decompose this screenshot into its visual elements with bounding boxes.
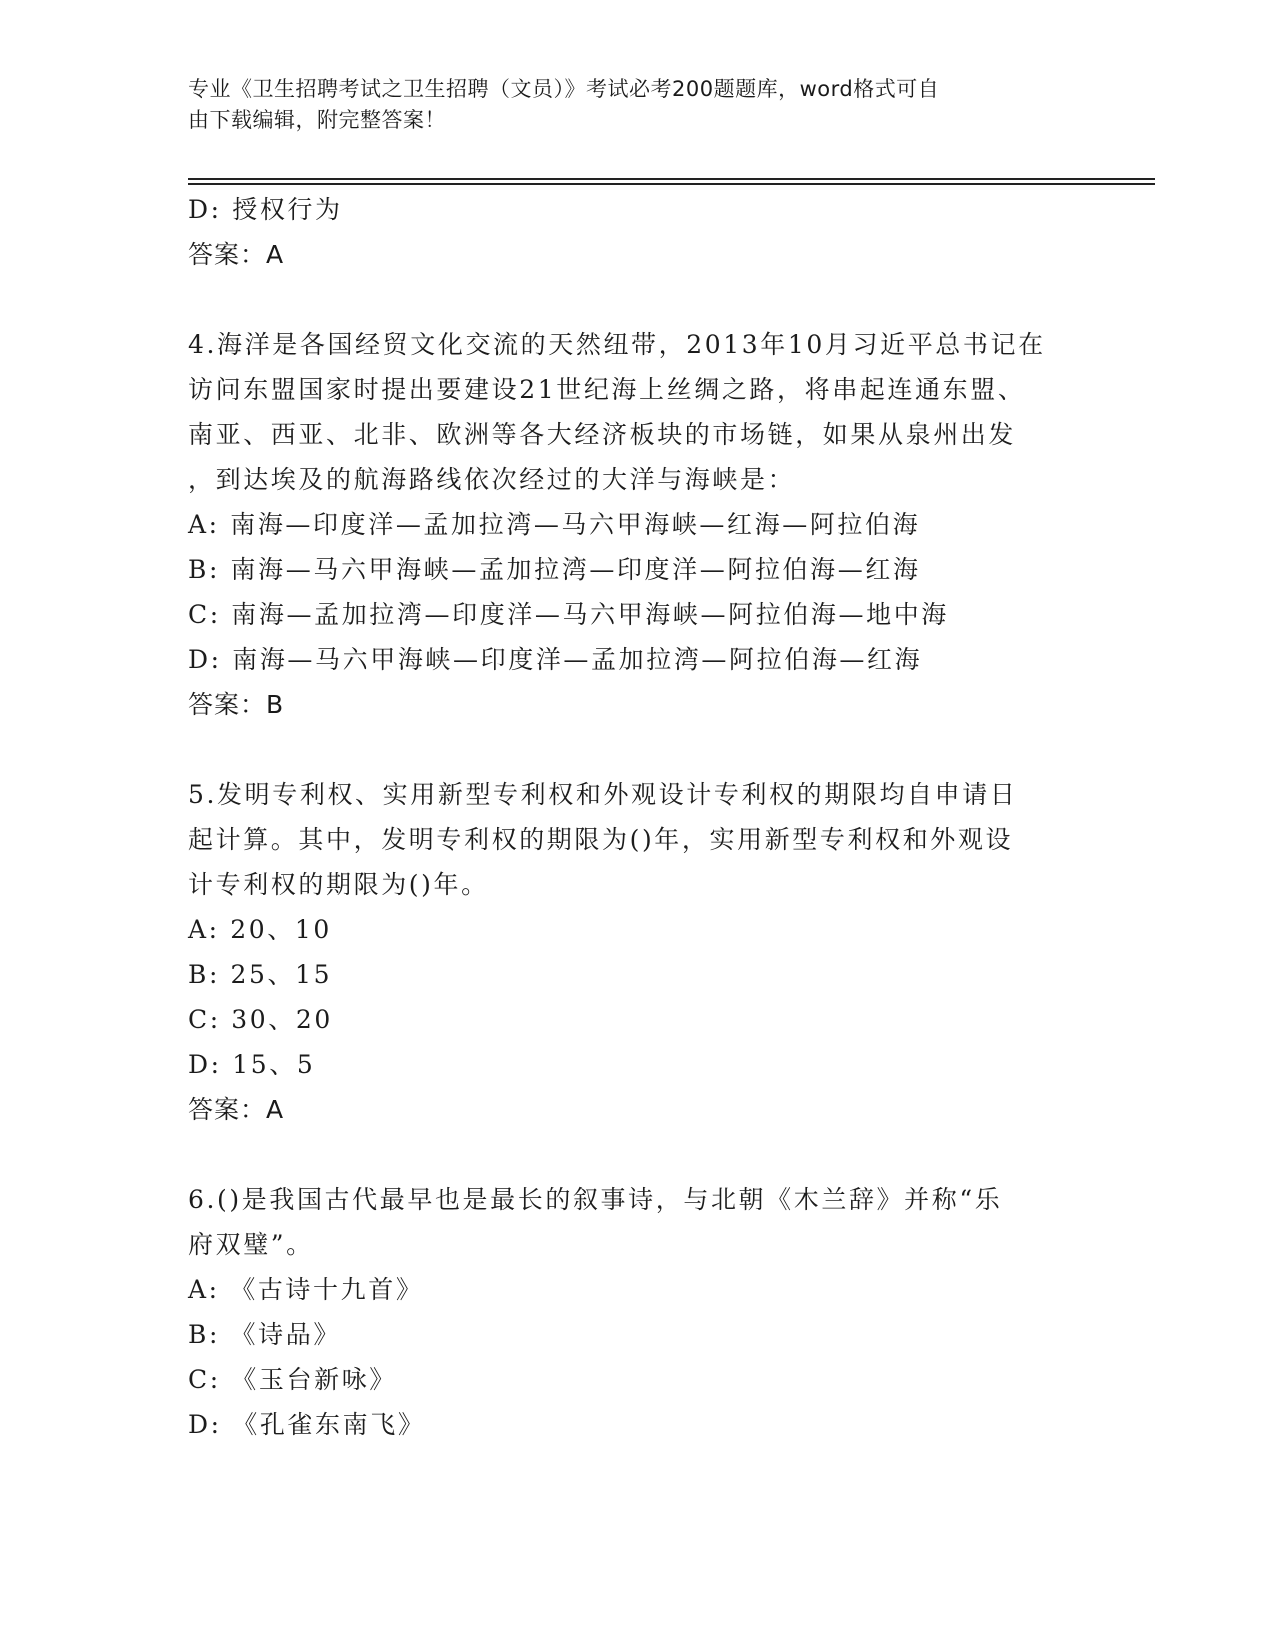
q4-stem-line-4: ，到达埃及的航海路线依次经过的大洋与海峡是： <box>188 465 796 494</box>
q4-option-c: C: 南海—孟加拉湾—印度洋—马六甲海峡—阿拉伯海—地中海 <box>188 600 949 629</box>
q4-option-b: B: 南海—马六甲海峡—孟加拉湾—印度洋—阿拉伯海—红海 <box>188 555 921 584</box>
q4-stem-line-3: 南亚、西亚、北非、欧洲等各大经济板块的市场链，如果从泉州出发 <box>188 420 1017 449</box>
header-rule-top <box>188 178 1155 180</box>
q5-option-b: B: 25、15 <box>188 960 333 989</box>
q5-stem-line-3: 计专利权的期限为()年。 <box>188 870 489 899</box>
q5-stem-line-2: 起计算。其中，发明专利权的期限为()年，实用新型专利权和外观设 <box>188 825 1014 854</box>
q4-stem-line-1: 4.海洋是各国经贸文化交流的天然纽带，2013年10月习近平总书记在 <box>188 330 1046 359</box>
q5-option-d: D: 15、5 <box>188 1050 316 1079</box>
q3-answer: 答案：A <box>188 240 285 269</box>
q6-option-c: C: 《玉台新咏》 <box>188 1365 397 1394</box>
q6-option-b: B: 《诗品》 <box>188 1320 341 1349</box>
q3-option-d: D: 授权行为 <box>188 195 343 224</box>
q6-option-d: D: 《孔雀东南飞》 <box>188 1410 426 1439</box>
q4-option-a: A: 南海—印度洋—孟加拉湾—马六甲海峡—红海—阿拉伯海 <box>188 510 921 539</box>
q6-option-a: A: 《古诗十九首》 <box>188 1275 424 1304</box>
q6-stem-line-1: 6.()是我国古代最早也是最长的叙事诗，与北朝《木兰辞》并称“乐 <box>188 1185 1003 1214</box>
header-rule-bottom <box>188 183 1155 185</box>
q4-option-d: D: 南海—马六甲海峡—印度洋—孟加拉湾—阿拉伯海—红海 <box>188 645 923 674</box>
q4-answer: 答案：B <box>188 690 285 719</box>
q5-option-a: A: 20、10 <box>188 915 332 944</box>
header-line-2: 由下载编辑，附完整答案！ <box>188 108 446 132</box>
q5-answer: 答案：A <box>188 1095 285 1124</box>
q6-stem-line-2: 府双璧”。 <box>188 1230 314 1259</box>
q5-stem-line-1: 5.发明专利权、实用新型专利权和外观设计专利权的期限均自申请日 <box>188 780 1018 809</box>
q5-option-c: C: 30、20 <box>188 1005 333 1034</box>
header-line-1: 专业《卫生招聘考试之卫生招聘（文员）》考试必考200题题库，word格式可自 <box>188 77 940 101</box>
document-header <box>188 74 1078 136</box>
q4-stem-line-2: 访问东盟国家时提出要建设21世纪海上丝绸之路，将串起连通东盟、 <box>188 375 1026 404</box>
